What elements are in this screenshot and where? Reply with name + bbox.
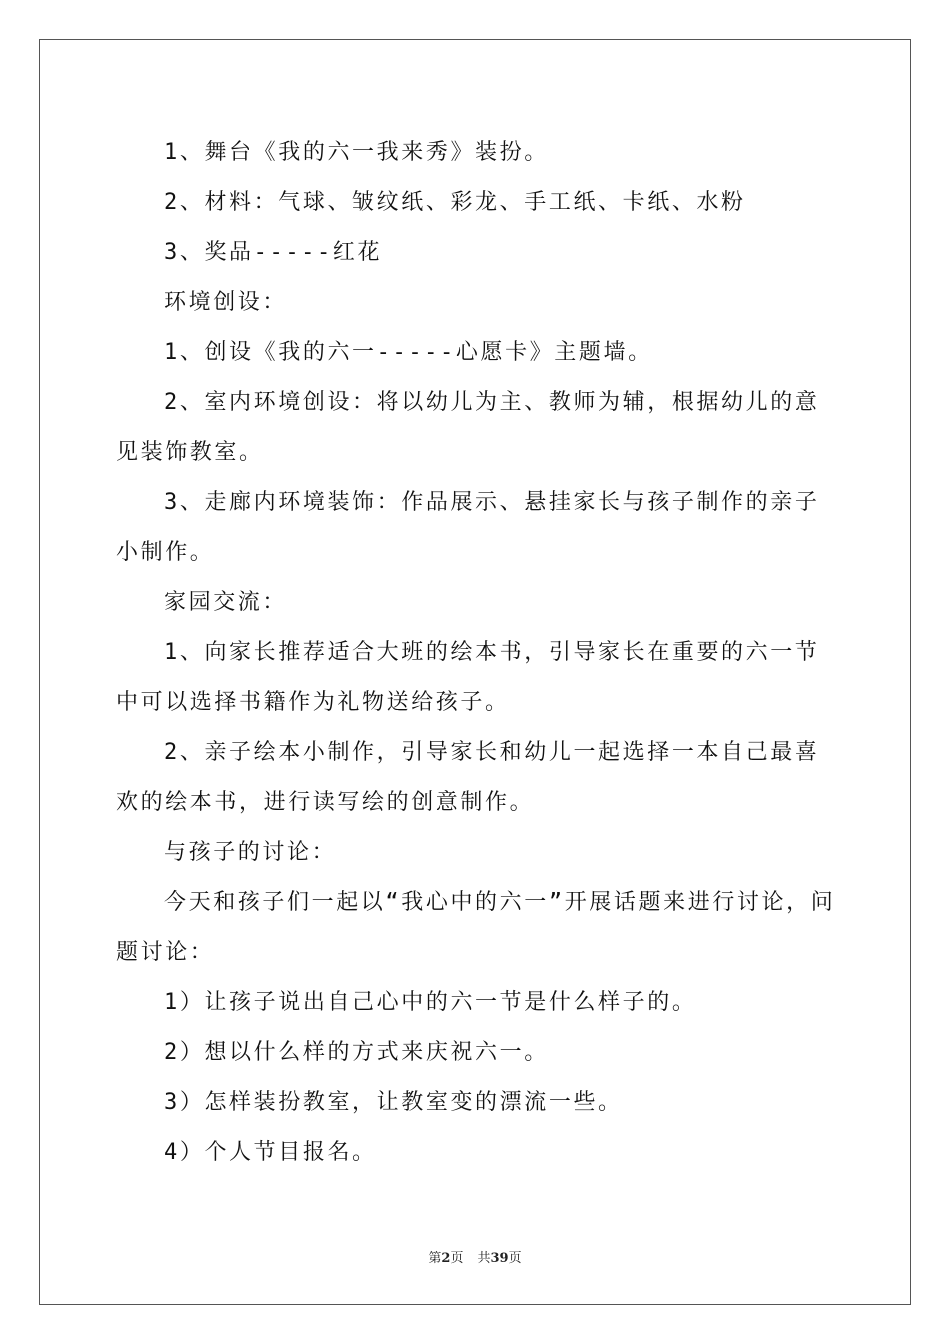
page-footer xyxy=(0,1247,950,1266)
total-suffix: 页 xyxy=(508,1251,522,1266)
paragraph: 1、向家长推荐适合大班的绘本书，引导家长在重要的六一节中可以选择书籍作为礼物送给孩子。 xyxy=(116,640,820,715)
paragraph: 今天和孩子们一起以“我心中的六一”开展话题来进行讨论，问题讨论： xyxy=(116,890,836,965)
total-prefix: 共 xyxy=(477,1251,491,1266)
paragraph: 3、走廊内环境装饰：作品展示、悬挂家长与孩子制作的亲子小制作。 xyxy=(116,490,820,565)
total-pages: 39 xyxy=(490,1251,509,1266)
paragraph: 1、创设《我的六一-----心愿卡》主题墙。 xyxy=(164,340,653,365)
section-heading: 家园交流： xyxy=(164,590,288,615)
paragraph: 1）让孩子说出自己心中的六一节是什么样子的。 xyxy=(164,990,697,1015)
document-body xyxy=(116,128,836,1178)
paragraph: 3、奖品-----红花 xyxy=(164,240,383,265)
paragraph: 2）想以什么样的方式来庆祝六一。 xyxy=(164,1040,549,1065)
page-number: 2 xyxy=(441,1251,451,1266)
section-heading: 与孩子的讨论： xyxy=(164,840,337,865)
paragraph: 2、亲子绘本小制作，引导家长和幼儿一起选择一本自己最喜欢的绘本书，进行读写绘的创意制作。 xyxy=(116,740,820,815)
section-heading: 环境创设： xyxy=(164,290,288,315)
paragraph: 4）个人节目报名。 xyxy=(164,1140,377,1165)
page-suffix: 页 xyxy=(450,1251,464,1266)
page-prefix: 第 xyxy=(428,1251,442,1266)
paragraph: 2、室内环境创设：将以幼儿为主、教师为辅，根据幼儿的意见装饰教室。 xyxy=(116,390,820,465)
paragraph: 2、材料：气球、皱纹纸、彩龙、手工纸、卡纸、水粉 xyxy=(164,190,746,215)
paragraph: 1、舞台《我的六一我来秀》装扮。 xyxy=(164,140,549,165)
paragraph: 3）怎样装扮教室，让教室变的漂流一些。 xyxy=(164,1090,623,1115)
